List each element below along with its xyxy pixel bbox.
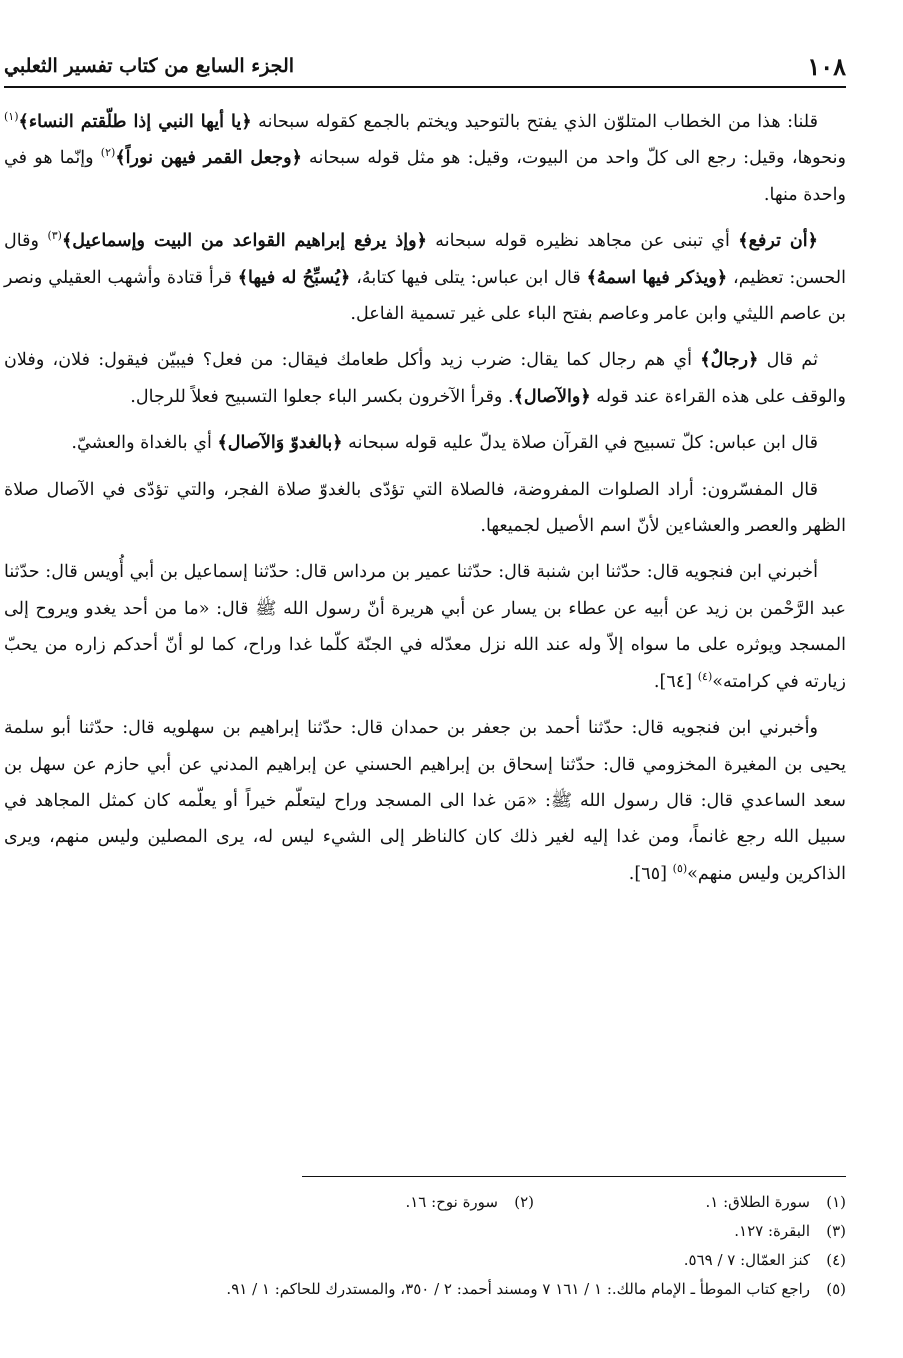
quran-verse: ﴿يُسبِّحُ له فيها﴾ <box>237 266 351 288</box>
footnote-row <box>4 1275 846 1304</box>
text-run: أي بالغداة والعشيّ. <box>71 433 218 454</box>
text-run: ونحوها، وقيل: رجع الى كلّ واحد من البيوت، وقيل: هو مثل قوله سبحانه <box>301 148 846 169</box>
footnote-text: كنز العمّال: ٧ / ٥٦٩. <box>683 1251 810 1269</box>
text-run: أي هم رجال كما يقال: ضرب زيد وأكل طعامك فيقال: من فعل؟ فيبيّن فيقول: فلان، وفلان والوقف على هذه القراءة عند قوله <box>4 350 846 407</box>
footnote-text: راجع كتاب الموطأ ـ الإمام مالك.: ١ / ١٦١ ٧ ومسند أحمد: ٢ / ٣٥٠، والمستدرك للحاكم: ١ / ٩١. <box>226 1280 810 1298</box>
footnote-ref: (٢) <box>100 146 116 160</box>
paragraph <box>4 554 846 700</box>
footnote-divider <box>302 1176 846 1177</box>
quran-verse: ﴿والآصال﴾ <box>513 385 591 407</box>
footnote-number: (٣) <box>826 1222 846 1240</box>
footnote-row <box>4 1188 846 1217</box>
footnote <box>534 1188 846 1217</box>
quran-verse: ﴿أن ترفع﴾ <box>738 230 818 252</box>
quran-verse: ﴿رجالٌ﴾ <box>700 349 759 371</box>
paragraph <box>4 223 846 332</box>
footnote <box>405 1188 534 1217</box>
header-rule <box>4 86 846 88</box>
footnotes <box>4 1188 846 1304</box>
text-run: قال المفسّرون: أراد الصلوات المفروضة، فالصلاة التي تؤدّى بالغدوّ صلاة الفجر، والتي تؤدّى في الآصال صلاة الظهر والعصر والعشاءين لأنّ اسم الأصيل لجميعها. <box>4 479 846 537</box>
quran-verse: ﴿يا أيها النبي إذا طلّقتم النساء﴾ <box>18 111 252 132</box>
running-title: الجزء السابع من كتاب تفسير الثعلبي <box>4 55 295 77</box>
footnote-ref: (٤) <box>697 669 713 683</box>
text-run: قال ابن عباس: كلّ تسبيح في القرآن صلاة يدلّ عليه قوله سبحانه <box>342 433 818 454</box>
text-run: وإنّما هو في واحدة منها. <box>4 148 846 205</box>
page-number: ١٠٨ <box>807 51 846 81</box>
text-run: أي تبنى عن مجاهد نظيره قوله سبحانه <box>426 231 739 252</box>
paragraph <box>4 472 846 545</box>
text-run: وقال الحسن: تعظيم، <box>4 231 847 288</box>
paragraph <box>4 342 846 415</box>
body-text <box>4 104 846 902</box>
footnote-number: (١) <box>826 1193 846 1211</box>
text-run: قرأ قتادة وأشهب العقيلي ونصر بن عاصم الليثي وابن عامر وعاصم بفتح الباء على غير تسمية الفاعل. <box>4 267 846 325</box>
paragraph <box>4 710 846 892</box>
text-run: [٦٥]. <box>628 863 673 884</box>
footnote <box>734 1217 846 1246</box>
text-run: . وقرأ الآخرون بكسر الباء جعلوا التسبيح فعلاً للرجال. <box>130 386 514 407</box>
footnote <box>226 1275 846 1304</box>
footnote <box>684 1246 846 1275</box>
paragraph <box>4 425 846 461</box>
quran-verse: ﴿بالغدوّ وَالآصال﴾ <box>217 432 343 454</box>
text-run: وأخبرني ابن فنجويه قال: حدّثنا أحمد بن جعفر بن حمدان قال: حدّثنا إبراهيم بن سهلويه قال: حدّثنا أبو سلمة يحيى بن المغيرة المخزومي قال: حدّثنا إسحاق بن إبراهيم الحسني عن إبراهيم المدني عن أبي حازم عن سهل بن سعد الساعدي قال: قال رسول الله ﷺ: «مَن غدا الى المسجد وراح ليتعلّم خيراً أو يعلّمه كان كمثل المجاهد في سبيل الله رجع غانماً، ومن غدا إليه لغير ذلك كان كالناظر إلى الشيء ليس له، يرى المصلين وليس منهم، ويرى الذاكرين وليس منهم» <box>4 718 846 884</box>
footnote-text: البقرة: ١٢٧. <box>734 1222 810 1240</box>
text-run: قال ابن عباس: يتلى فيها كتابهُ، <box>350 267 587 288</box>
text-run: [٦٤]. <box>653 671 698 692</box>
footnote-number: (٤) <box>826 1251 846 1269</box>
page-header <box>4 48 846 84</box>
text-run: أخبرني ابن فنجويه قال: حدّثنا ابن شنبة قال: حدّثنا عمير بن مرداس قال: حدّثنا إسماعيل بن أبي أُويس قال: حدّثنا عبد الرَّحْمن بن زيد عن أبيه عن عطاء بن يسار عن أبي هريرة أنّ رسول الله ﷺ قال: «ما من أحد يغدو ويروح إلى المسجد ويوثره على ما سواه إلاّ وله عند الله نزل معدّله في الجنّة كلّما غدا وراح، كما لو أنّ أحدكم زاره من يحبّ زيارته في كرامته» <box>4 562 846 692</box>
footnote-number: (٥) <box>826 1280 846 1298</box>
text-run: ثم قال <box>758 350 818 371</box>
text-run: قلنا: هذا من الخطاب المتلوّن الذي يفتح بالتوحيد ويختم بالجمع كقوله سبحانه <box>251 112 819 132</box>
quran-verse: ﴿ويذكر فيها اسمهُ﴾ <box>586 266 728 288</box>
quran-verse: ﴿وإذ يرفع إبراهيم القواعد من البيت وإسماعيل﴾ <box>61 230 427 252</box>
footnote-ref: (٣) <box>47 229 62 243</box>
footnote-ref: (٥) <box>672 861 688 875</box>
paragraph <box>4 104 846 213</box>
footnote-text: سورة نوح: ١٦. <box>405 1193 498 1211</box>
footnote-text: سورة الطلاق: ١. <box>705 1193 810 1211</box>
footnote-number: (٢) <box>514 1193 534 1211</box>
quran-verse: ﴿وجعل القمر فيهن نوراً﴾ <box>115 147 302 169</box>
footnote-ref: (١) <box>4 110 19 124</box>
footnote-row <box>4 1217 846 1246</box>
footnote-row <box>4 1246 846 1275</box>
